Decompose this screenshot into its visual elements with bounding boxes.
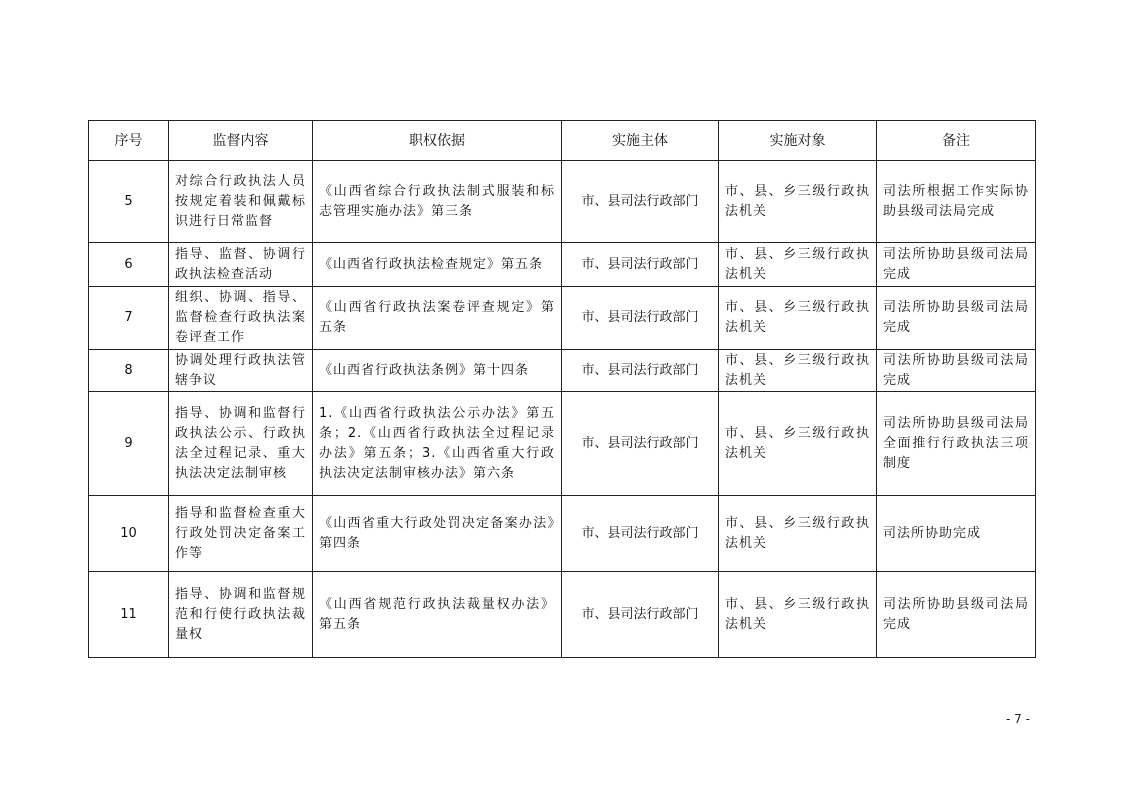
row-basis: 《山西省行政执法检查规定》第五条: [313, 243, 562, 287]
header-content: 监督内容: [169, 121, 313, 161]
row-object: 市、县、乡三级行政执法机关: [719, 392, 877, 496]
row-number: 7: [89, 287, 169, 350]
page-number: - 7 -: [1006, 712, 1030, 726]
row-object: 市、县、乡三级行政执法机关: [719, 243, 877, 287]
row-content: 协调处理行政执法管辖争议: [169, 350, 313, 392]
table-row: [89, 243, 1036, 287]
table-row: [89, 161, 1036, 243]
header-object: 实施对象: [719, 121, 877, 161]
row-basis: 《山西省规范行政执法裁量权办法》第五条: [313, 572, 562, 658]
row-note: 司法所协助完成: [877, 496, 1036, 572]
row-object: 市、县、乡三级行政执法机关: [719, 496, 877, 572]
row-object: 市、县、乡三级行政执法机关: [719, 572, 877, 658]
header-note: 备注: [877, 121, 1036, 161]
row-content: 指导和监督检查重大行政处罚决定备案工作等: [169, 496, 313, 572]
row-subject: 市、县司法行政部门: [562, 350, 719, 392]
table-row: [89, 572, 1036, 658]
row-note: 司法所根据工作实际协助县级司法局完成: [877, 161, 1036, 243]
row-object: 市、县、乡三级行政执法机关: [719, 287, 877, 350]
table-header-row: [89, 121, 1036, 161]
row-note: 司法所协助县级司法局全面推行行政执法三项制度: [877, 392, 1036, 496]
row-object: 市、县、乡三级行政执法机关: [719, 350, 877, 392]
header-subject: 实施主体: [562, 121, 719, 161]
row-note: 司法所协助县级司法局完成: [877, 243, 1036, 287]
row-note: 司法所协助县级司法局完成: [877, 572, 1036, 658]
row-basis: 《山西省综合行政执法制式服装和标志管理实施办法》第三条: [313, 161, 562, 243]
table-row: [89, 350, 1036, 392]
row-note: 司法所协助县级司法局完成: [877, 287, 1036, 350]
row-number: 9: [89, 392, 169, 496]
row-basis: 《山西省行政执法条例》第十四条: [313, 350, 562, 392]
supervision-table: [88, 120, 1036, 658]
row-object: 市、县、乡三级行政执法机关: [719, 161, 877, 243]
row-content: 指导、监督、协调行政执法检查活动: [169, 243, 313, 287]
header-no: 序号: [89, 121, 169, 161]
row-subject: 市、县司法行政部门: [562, 496, 719, 572]
row-content: 指导、协调和监督行政执法公示、行政执法全过程记录、重大执法决定法制审核: [169, 392, 313, 496]
row-content: 组织、协调、指导、监督检查行政执法案卷评查工作: [169, 287, 313, 350]
table-row: [89, 392, 1036, 496]
row-basis: 1.《山西省行政执法公示办法》第五条；2.《山西省行政执法全过程记录办法》第五条；3.《山西省重大行政执法决定法制审核办法》第六条: [313, 392, 562, 496]
row-subject: 市、县司法行政部门: [562, 392, 719, 496]
row-number: 8: [89, 350, 169, 392]
row-number: 5: [89, 161, 169, 243]
row-basis: 《山西省行政执法案卷评查规定》第五条: [313, 287, 562, 350]
table-row: [89, 287, 1036, 350]
row-basis: 《山西省重大行政处罚决定备案办法》第四条: [313, 496, 562, 572]
header-basis: 职权依据: [313, 121, 562, 161]
row-subject: 市、县司法行政部门: [562, 243, 719, 287]
row-number: 11: [89, 572, 169, 658]
row-content: 指导、协调和监督规范和行使行政执法裁量权: [169, 572, 313, 658]
row-subject: 市、县司法行政部门: [562, 161, 719, 243]
table-row: [89, 496, 1036, 572]
row-content: 对综合行政执法人员按规定着装和佩戴标识进行日常监督: [169, 161, 313, 243]
row-note: 司法所协助县级司法局完成: [877, 350, 1036, 392]
row-subject: 市、县司法行政部门: [562, 287, 719, 350]
row-number: 6: [89, 243, 169, 287]
row-number: 10: [89, 496, 169, 572]
row-subject: 市、县司法行政部门: [562, 572, 719, 658]
